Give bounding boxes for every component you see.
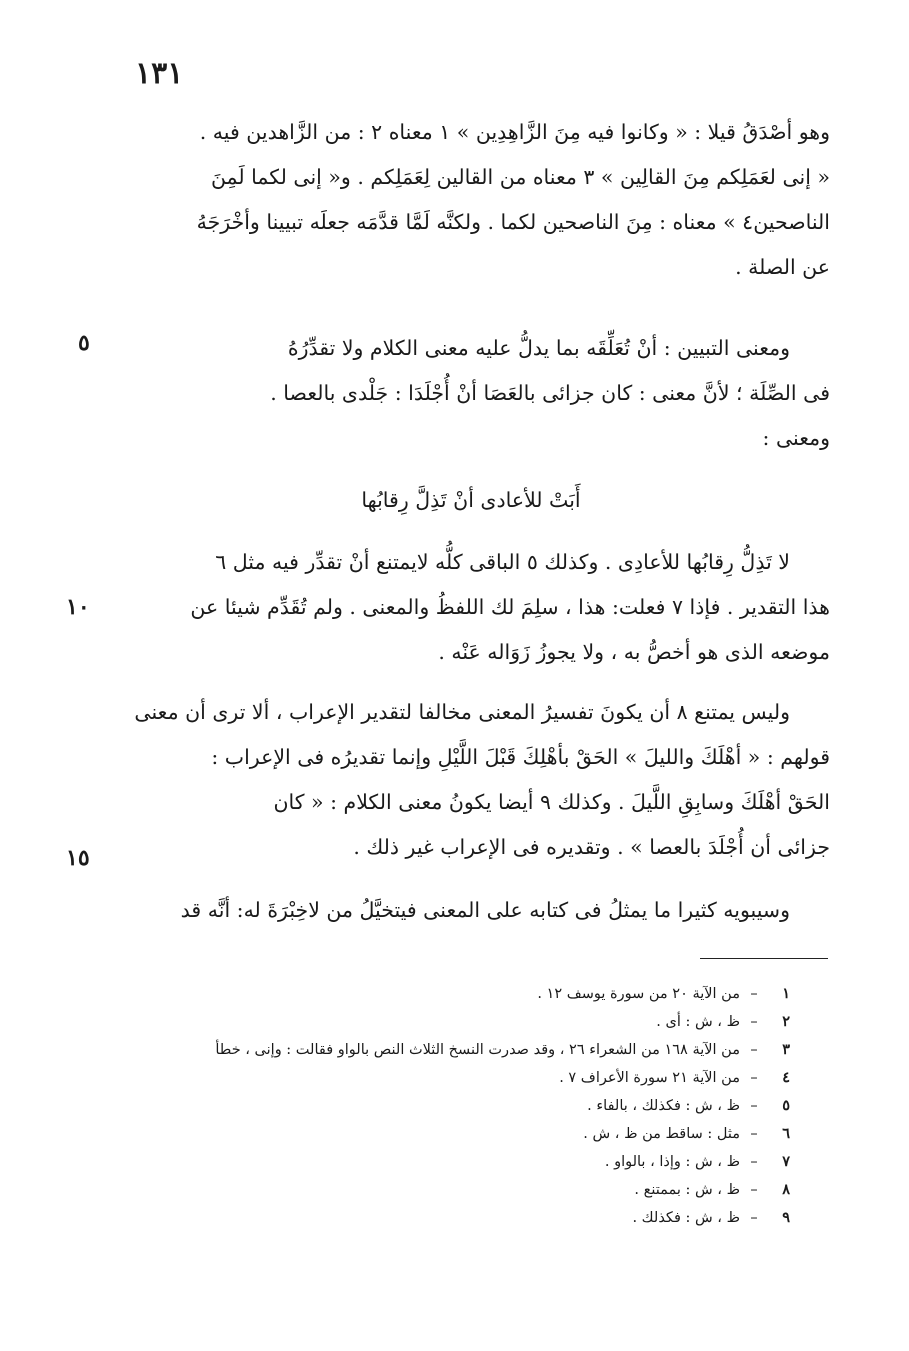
footnote-number: ٣ — [782, 1041, 790, 1058]
text-line: الحَقْ أهْلَكَ وسابِقِ اللَّيلَ . وكذلك ٩ أيضا يكونُ معنى الكلام : « كان — [273, 790, 830, 814]
footnote-dash: – — [750, 1210, 758, 1226]
footnote — [100, 1064, 790, 1092]
footnote-text: من الآية ٢١ سورة الأعراف ٧ . — [559, 1070, 740, 1086]
footnote-dash: – — [750, 1070, 758, 1086]
footnote-number: ٤ — [782, 1069, 790, 1086]
footnote-separator — [700, 958, 828, 959]
text-line: جزائى أن أُجْلَدَ بالعصا » . وتقديره فى الإعراب غير ذلك . — [353, 835, 830, 859]
margin-line-number: ١٥ — [66, 845, 90, 871]
text-line: هذا التقدير . فإذا ٧ فعلت: هذا ، سلِمَ لك اللفظُ والمعنى . ولم تُقَدِّم شيئا عن — [190, 595, 830, 619]
text-line: الناصحين٤ » معناه : مِنَ الناصحين لكما . ولكنَّه لَمَّا قدَّمَه جعلَه تبيينا وأخْرَجَهُ — [196, 210, 830, 234]
footnote-text: ظ ، ش : فكذلك . — [632, 1210, 740, 1226]
text-line: قولهم : « أهْلَكَ والليلَ » الحَقْ بأهْلِكَ قَبْلَ اللَّيْلِ وإنما تقديرُه فى الإعراب : — [211, 745, 830, 769]
text-line: لا تَذِلُّ رِقابُها للأعادِى . وكذلك ٥ الباقى كلُّه لايمتنع أنْ تقدِّر فيه مثل ٦ — [215, 550, 790, 574]
paragraph-1 — [112, 110, 830, 290]
paragraph-5 — [112, 888, 830, 933]
footnote-text: من الآية ٢٠ من سورة يوسف ١٢ . — [537, 986, 740, 1002]
footnote — [100, 1092, 790, 1120]
footnote — [100, 1148, 790, 1176]
text-line: ومعنى التبيين : أنْ تُعَلِّقَه بما يدلُّ عليه معنى الكلام ولا تقدِّرُهُ — [287, 336, 790, 360]
footnote-dash: – — [750, 1182, 758, 1198]
footnote — [100, 980, 790, 1008]
footnote-number: ٩ — [782, 1209, 790, 1226]
text-line: ومعنى : — [762, 426, 830, 450]
footnote-dash: – — [750, 1098, 758, 1114]
verse-line: أَبَتْ للأعادى أنْ تَذِلَّ رِقابُها — [361, 488, 581, 512]
footnote — [100, 1008, 790, 1036]
footnote — [100, 1176, 790, 1204]
footnote — [100, 1204, 790, 1232]
text-line: وسيبويه كثيرا ما يمثلُ فى كتابه على المعنى فيتخيَّلُ من لاخِبْرَةَ له: أنَّه قد — [180, 898, 790, 922]
margin-line-number: ٥ — [78, 330, 90, 356]
footnote-dash: – — [750, 1014, 758, 1030]
footnote-dash: – — [750, 1042, 758, 1058]
verse — [112, 478, 830, 523]
footnote-number: ١ — [782, 985, 790, 1002]
footnote-text: ظ ، ش : بممتنع . — [634, 1182, 740, 1198]
paragraph-2 — [112, 326, 830, 461]
footnotes — [100, 980, 790, 1232]
footnote-text: ظ ، ش : وإذا ، بالواو . — [604, 1154, 740, 1170]
footnote-dash: – — [750, 1154, 758, 1170]
text-line: وليس يمتنع ٨ أن يكونَ تفسيرُ المعنى مخالفا لتقدير الإعراب ، ألا ترى أن معنى — [134, 700, 790, 724]
footnote-dash: – — [750, 1126, 758, 1142]
paragraph-4 — [112, 690, 830, 870]
text-line: عن الصلة . — [735, 255, 830, 279]
footnote-number: ٥ — [782, 1097, 790, 1114]
footnote-text: من الآية ١٦٨ من الشعراء ٢٦ ، وقد صدرت النسخ الثلاث النص بالواو فقالت : وإنى ، خطأ — [215, 1042, 740, 1058]
paragraph-3 — [112, 540, 830, 675]
footnote-text: ظ ، ش : فكذلك ، بالفاء . — [587, 1098, 740, 1114]
margin-line-number: ١٠ — [66, 594, 90, 620]
text-line: « إنى لعَمَلِكم مِنَ القالِين » ٣ معناه من القالين لِعَمَلِكم . و« إنى لكما لَمِنَ — [210, 165, 830, 189]
footnote-number: ٢ — [782, 1013, 790, 1030]
footnote-text: ظ ، ش : أى . — [656, 1014, 740, 1030]
text-line: وهو أصْدَقُ قيلا : « وكانوا فيه مِنَ الزَّاهِدِين » ١ معناه ٢ : من الزَّاهدين فيه . — [199, 120, 830, 144]
footnote-number: ٨ — [782, 1181, 790, 1198]
text-line: فى الصِّلَة ؛ لأنَّ معنى : كان جزائى بالعَصَا أنْ أُجْلَدَا : جَلْدى بالعصا . — [270, 381, 830, 405]
footnote-number: ٦ — [782, 1125, 790, 1142]
footnote-dash: – — [750, 986, 758, 1002]
page-number: ١٣١ — [135, 56, 184, 91]
footnote — [100, 1120, 790, 1148]
footnote — [100, 1036, 790, 1064]
footnote-number: ٧ — [782, 1153, 790, 1170]
footnote-text: مثل : ساقط من ظ ، ش . — [583, 1126, 740, 1142]
text-line: موضعه الذى هو أخصُّ به ، ولا يجوزُ زَوَاله عَنْه . — [438, 640, 830, 664]
